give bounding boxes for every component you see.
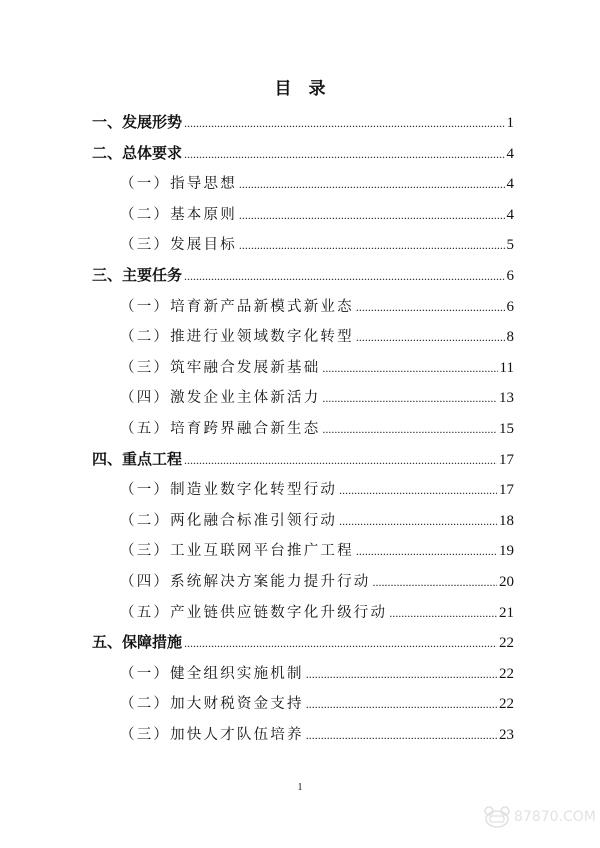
- toc-entry-label: （二）基本原则: [120, 206, 237, 223]
- toc-leader-dots: [306, 697, 497, 712]
- toc-leader-dots: [356, 544, 497, 559]
- toc-entry-page: 22: [499, 665, 514, 682]
- toc-entry[interactable]: [92, 142, 514, 173]
- toc-entry[interactable]: [92, 692, 514, 723]
- page-title-text: 目 录: [274, 79, 326, 99]
- toc-entry-label: 二、总体要求: [92, 143, 183, 162]
- page-title: [0, 74, 600, 99]
- toc-entry-page: 22: [499, 696, 514, 713]
- toc-entry-label: （五）培育跨界融合新生态: [120, 420, 321, 437]
- toc-entry-page: 13: [499, 390, 514, 407]
- toc-entry[interactable]: [92, 539, 514, 570]
- toc-entry[interactable]: [92, 264, 514, 295]
- toc-entry-page: 17: [499, 482, 514, 499]
- toc-entry-page: 18: [499, 512, 514, 529]
- toc-leader-dots: [339, 514, 497, 529]
- toc-entry[interactable]: [92, 509, 514, 540]
- toc-leader-dots: [184, 147, 504, 162]
- toc-entry-label: 三、主要任务: [92, 265, 183, 284]
- toc-entry-label: （三）工业互联网平台推广工程: [120, 543, 354, 560]
- toc-leader-dots: [306, 667, 497, 682]
- toc-leader-dots: [239, 177, 505, 192]
- toc-leader-dots: [373, 575, 498, 590]
- toc-entry-label: （二）推进行业领域数字化转型: [120, 329, 354, 346]
- toc-entry-page: 6: [506, 298, 514, 315]
- toc-entry[interactable]: [92, 233, 514, 264]
- toc-entry[interactable]: [92, 111, 514, 142]
- toc-leader-dots: [239, 238, 505, 253]
- toc-entry-page: 23: [499, 726, 514, 743]
- toc-entry-page: 11: [499, 359, 514, 376]
- toc-entry[interactable]: [92, 295, 514, 326]
- toc-leader-dots: [356, 330, 505, 345]
- toc-entry-page: 6: [506, 267, 514, 284]
- toc-leader-dots: [356, 300, 505, 315]
- toc-entry[interactable]: [92, 325, 514, 356]
- toc-entry[interactable]: [92, 662, 514, 693]
- toc-entry-label: （二）两化融合标准引领行动: [120, 512, 338, 529]
- toc-leader-dots: [184, 636, 497, 651]
- toc-entry-label: （二）加大财税资金支持: [120, 696, 304, 713]
- toc-entry-page: 4: [506, 176, 514, 193]
- toc-entry-label: （一）制造业数字化转型行动: [120, 482, 338, 499]
- toc-leader-dots: [184, 116, 504, 131]
- toc-entry[interactable]: [92, 448, 514, 479]
- toc-entry[interactable]: [92, 417, 514, 448]
- toc-entry-page: 4: [506, 206, 514, 223]
- toc-entry-page: 15: [499, 420, 514, 437]
- table-of-contents: [92, 111, 514, 753]
- toc-entry[interactable]: [92, 172, 514, 203]
- toc-entry-label: （一）指导思想: [120, 176, 237, 193]
- toc-entry[interactable]: [92, 386, 514, 417]
- toc-entry-page: 1: [506, 115, 514, 131]
- toc-entry-label: （一）健全组织实施机制: [120, 665, 304, 682]
- toc-entry[interactable]: [92, 723, 514, 754]
- toc-entry-label: （一）培育新产品新模式新业态: [120, 298, 354, 315]
- toc-leader-dots: [322, 391, 497, 406]
- toc-leader-dots: [389, 606, 497, 621]
- toc-entry-page: 19: [499, 543, 514, 560]
- toc-entry[interactable]: [92, 203, 514, 234]
- watermark-logo-icon: [484, 806, 510, 828]
- toc-entry[interactable]: [92, 478, 514, 509]
- toc-entry-page: 21: [499, 604, 514, 621]
- toc-entry-page: 22: [499, 635, 514, 652]
- toc-leader-dots: [322, 422, 497, 437]
- toc-leader-dots: [184, 269, 504, 284]
- toc-leader-dots: [239, 208, 505, 223]
- toc-entry-label: （三）发展目标: [120, 237, 237, 254]
- toc-entry-label: 五、保障措施: [92, 633, 183, 652]
- toc-entry-label: （三）筑牢融合发展新基础: [120, 359, 321, 376]
- toc-leader-dots: [339, 483, 497, 498]
- toc-entry-label: （三）加快人才队伍培养: [120, 726, 304, 743]
- toc-entry-label: （五）产业链供应链数字化升级行动: [120, 604, 388, 621]
- toc-entry-page: 17: [499, 451, 514, 468]
- toc-entry-label: （四）激发企业主体新活力: [120, 390, 321, 407]
- toc-entry[interactable]: [92, 601, 514, 632]
- toc-entry-page: 8: [506, 329, 514, 346]
- toc-leader-dots: [184, 453, 497, 468]
- toc-leader-dots: [322, 361, 497, 376]
- toc-entry-page: 4: [506, 145, 514, 162]
- toc-entry-label: 一、发展形势: [92, 113, 183, 131]
- toc-entry-label: 四、重点工程: [92, 449, 183, 468]
- watermark: [484, 806, 596, 828]
- toc-leader-dots: [306, 728, 497, 743]
- watermark-text: 87870.COM: [514, 809, 596, 825]
- toc-entry-page: 20: [499, 573, 514, 590]
- toc-entry[interactable]: [92, 356, 514, 387]
- page-number: 1: [297, 782, 303, 793]
- toc-entry-page: 5: [506, 237, 514, 254]
- toc-entry[interactable]: [92, 570, 514, 601]
- toc-entry[interactable]: [92, 631, 514, 662]
- toc-entry-label: （四）系统解决方案能力提升行动: [120, 573, 371, 590]
